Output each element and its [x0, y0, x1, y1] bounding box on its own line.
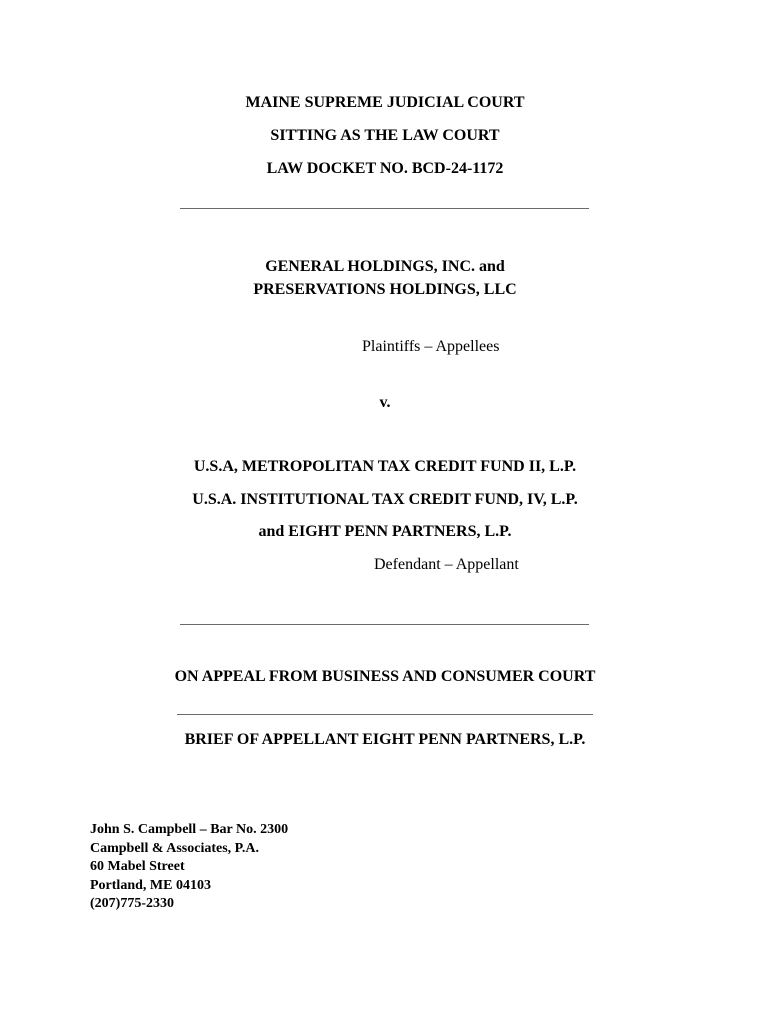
- plaintiffs-role: Plaintiffs – Appellees: [362, 338, 500, 355]
- counsel-phone: (207)775-2330: [90, 896, 174, 912]
- docket-number: LAW DOCKET NO. BCD-24-1172: [266, 160, 504, 177]
- counsel-name: John S. Campbell – Bar No. 2300: [90, 822, 289, 837]
- defendant-line-3: and EIGHT PENN PARTNERS, L.P.: [258, 523, 512, 540]
- defendant-role: Defendant – Appellant: [374, 556, 519, 573]
- counsel-city: Portland, ME 04103: [90, 877, 211, 893]
- plaintiff-line-2: PRESERVATIONS HOLDINGS, LLC: [253, 281, 517, 298]
- counsel-block: [90, 821, 288, 914]
- plaintiff-line-1: GENERAL HOLDINGS, INC. and: [265, 258, 505, 275]
- divider-rule: [180, 208, 589, 209]
- divider-rule: [177, 714, 593, 715]
- versus-label: v.: [379, 394, 391, 411]
- counsel-firm: Campbell & Associates, P.A.: [90, 840, 260, 856]
- court-sitting: SITTING AS THE LAW COURT: [270, 127, 500, 144]
- appeal-from-heading: ON APPEAL FROM BUSINESS AND CONSUMER COURT: [174, 668, 596, 685]
- defendant-line-1: U.S.A, METROPOLITAN TAX CREDIT FUND II, L.P.: [193, 458, 577, 475]
- brief-title: BRIEF OF APPELLANT EIGHT PENN PARTNERS, L.P.: [184, 731, 586, 748]
- divider-rule: [180, 624, 589, 625]
- court-name: MAINE SUPREME JUDICIAL COURT: [245, 94, 525, 111]
- counsel-street: 60 Mabel Street: [90, 859, 185, 875]
- defendant-line-2: U.S.A. INSTITUTIONAL TAX CREDIT FUND, IV, L.P.: [192, 491, 578, 508]
